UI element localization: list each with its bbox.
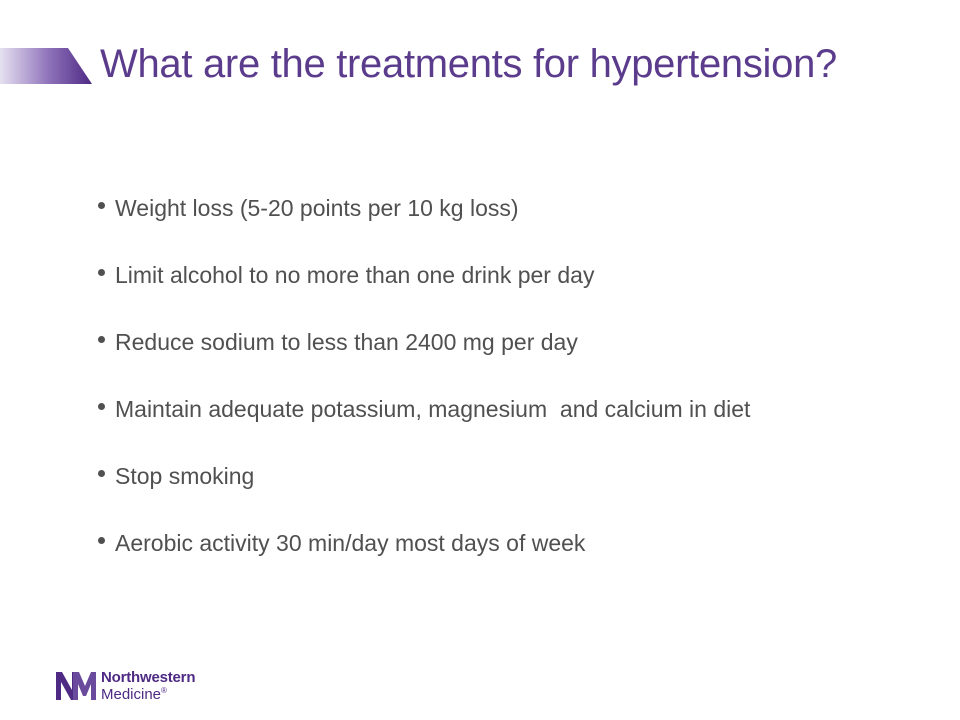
- list-item: [98, 255, 750, 322]
- logo-line-2: [101, 687, 195, 702]
- bullet-text: Stop smoking: [115, 463, 255, 489]
- list-item: [98, 322, 750, 389]
- nm-monogram-icon: [56, 668, 96, 704]
- bullet-list: [98, 188, 750, 590]
- list-item: [98, 389, 750, 456]
- bullet-text: Aerobic activity 30 min/day most days of week: [115, 530, 586, 556]
- bullet-text: Maintain adequate potassium, magnesium and calcium in diet: [115, 396, 751, 422]
- bullet-icon: [98, 269, 105, 276]
- bullet-text: Weight loss (5-20 points per 10 kg loss): [115, 195, 519, 221]
- bullet-icon: [98, 537, 105, 544]
- bullet-text: Reduce sodium to less than 2400 mg per day: [115, 329, 578, 355]
- northwestern-medicine-logo: [56, 668, 195, 704]
- logo-line-1: Northwestern: [101, 669, 196, 686]
- bullet-icon: [98, 403, 105, 410]
- list-item: [98, 523, 750, 590]
- list-item: [98, 456, 750, 523]
- list-item: [98, 188, 750, 255]
- title-accent-bar: [0, 48, 92, 84]
- bullet-text: Limit alcohol to no more than one drink per day: [115, 262, 595, 288]
- registered-mark: ®: [161, 686, 167, 695]
- bullet-icon: [98, 470, 105, 477]
- slide-title: What are the treatments for hypertension?: [100, 42, 837, 86]
- bullet-icon: [98, 202, 105, 209]
- logo-line-2-text: Medicine: [101, 686, 162, 703]
- bullet-icon: [98, 336, 105, 343]
